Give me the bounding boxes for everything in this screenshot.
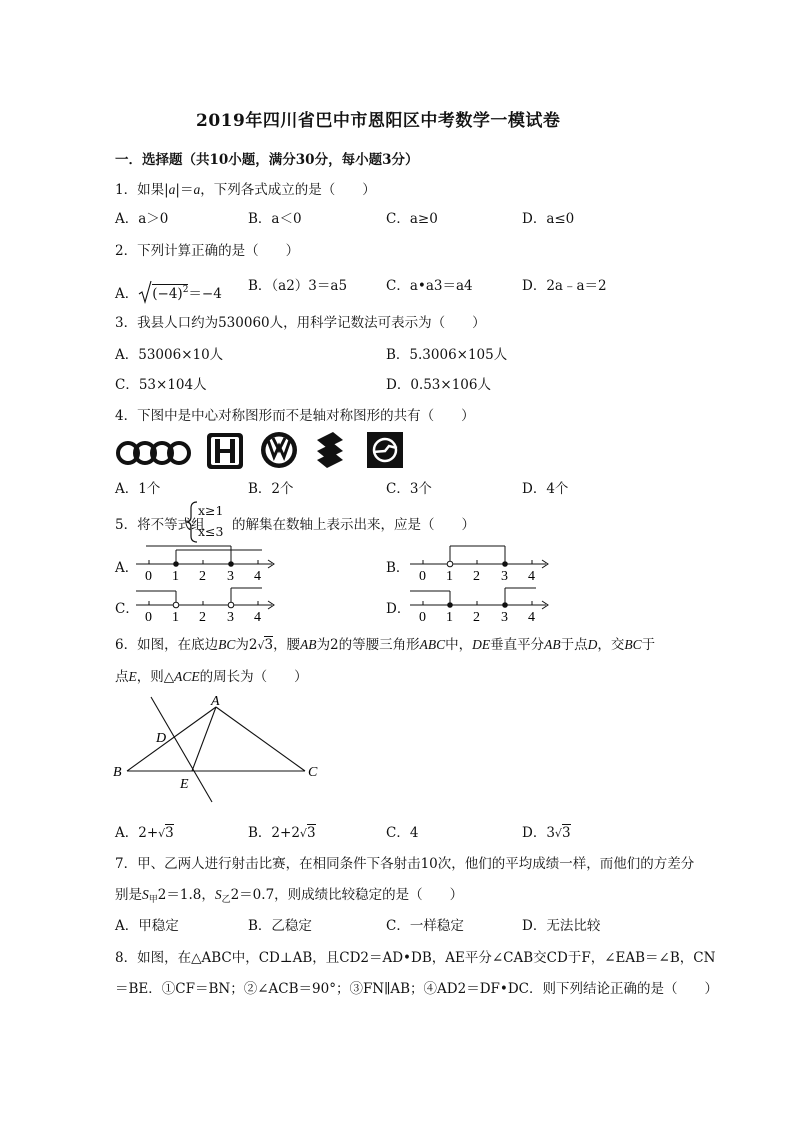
tick-label: 4 — [528, 610, 535, 625]
number-line-a — [134, 543, 279, 585]
tick-label: 4 — [254, 610, 261, 625]
q6-option-b: B．2+2√3 — [248, 825, 316, 841]
number-line-b — [408, 543, 553, 585]
q5-option-b-label: B． — [386, 560, 410, 576]
tick-label: 0 — [419, 569, 426, 584]
q1-option-d: D．a≤0 — [522, 211, 575, 227]
audi-logo-icon — [115, 436, 193, 470]
page-title: 2019年四川省巴中市恩阳区中考数学一模试卷 — [196, 111, 561, 131]
question-6-line-2: 点E，则△ACE的周长为（ ） — [115, 669, 308, 685]
question-1-stem: 1．如果|a|＝a，下列各式成立的是（ ） — [115, 182, 376, 198]
q2-option-b: B．（a2）3＝a5 — [248, 278, 348, 294]
question-8-line-1: 8．如图，在△ABC中，CD⊥AB，且CD2＝AD•DB，AE平分∠CAB交CD于F，∠EAB＝∠B，CN — [115, 950, 716, 966]
question-7-line-1: 7．甲、乙两人进行射击比赛，在相同条件下各射击10次，他们的平均成绩一样，而他们的方差分 — [115, 856, 695, 872]
q4-option-c: C．3个 — [386, 481, 432, 497]
tick-label: 1 — [446, 569, 453, 584]
q7-option-c: C．一样稳定 — [386, 918, 464, 934]
question-2-stem: 2．下列计算正确的是（ ） — [115, 243, 300, 259]
question-8-line-2: ＝BE．①CF＝BN；②∠ACB＝90°；③FN∥AB；④AD2＝DF•DC．则下列结论正确的是（ ） — [115, 981, 718, 997]
tick-label: 3 — [501, 610, 508, 625]
q4-option-a: A．1个 — [115, 481, 161, 497]
q4-option-b: B．2个 — [248, 481, 294, 497]
tick-label: 4 — [254, 569, 261, 584]
q6-option-d: D．3√3 — [522, 825, 571, 841]
inequality-1: x≥1 — [198, 503, 224, 518]
label-c: C — [308, 765, 318, 780]
q5-option-d-label: D． — [386, 601, 411, 617]
tick-label: 2 — [199, 569, 206, 584]
q6-option-c: C．4 — [386, 825, 419, 841]
q7-option-a: A．甲稳定 — [115, 918, 179, 934]
question-4-stem: 4．下图中是中心对称图形而不是轴对称图形的共有（ ） — [115, 408, 475, 424]
number-line-d — [408, 584, 553, 626]
tick-label: 2 — [473, 569, 480, 584]
label-b: B — [113, 765, 122, 780]
tick-label: 1 — [172, 569, 179, 584]
label-d: D — [156, 731, 167, 746]
brace-icon — [185, 500, 199, 544]
q3-option-d: D．0.53×106人 — [386, 377, 491, 393]
suzuki-logo-icon — [313, 431, 347, 469]
question-3-stem: 3．我县人口约为530060人，用科学记数法可表示为（ ） — [115, 315, 486, 331]
sqrt-sign-icon — [138, 280, 152, 304]
q3-option-c: C．53×104人 — [115, 377, 207, 393]
question-7-line-2: 别是$S_甲2=1.8$，$S_乙2=0.7$，则成绩比较稳定的是（ ） — [115, 887, 464, 905]
q2-option-c: C．a•a3＝a4 — [386, 278, 473, 294]
tick-label: 2 — [473, 610, 480, 625]
number-line-c — [134, 584, 279, 626]
inequality-2: x≤3 — [198, 524, 224, 539]
label-e: E — [180, 777, 189, 792]
q6-option-a: A．2+√3 — [115, 825, 174, 841]
q2-option-d: D．2a﹣a＝2 — [522, 278, 607, 294]
q1-option-a: A．a＞0 — [115, 211, 169, 227]
q7-option-b: B．乙稳定 — [248, 918, 312, 934]
question-5-stem-a: 5．将不等式组 — [115, 517, 205, 533]
question-5-stem-b: 的解集在数轴上表示出来，应是（ ） — [232, 517, 475, 533]
q1-option-b: B．a＜0 — [248, 211, 302, 227]
tick-label: 2 — [199, 610, 206, 625]
tick-label: 3 — [227, 569, 234, 584]
tick-label: 0 — [145, 569, 152, 584]
tick-label: 1 — [172, 610, 179, 625]
tick-label: 1 — [446, 610, 453, 625]
tick-label: 3 — [501, 569, 508, 584]
tick-label: 0 — [145, 610, 152, 625]
tick-label: 4 — [528, 569, 535, 584]
section-heading: 一．选择题（共10小题，满分30分，每小题3分） — [115, 152, 419, 168]
tick-label: 0 — [419, 610, 426, 625]
vw-logo-icon — [260, 431, 298, 469]
label-a: A — [211, 694, 220, 709]
tick-label: 3 — [227, 610, 234, 625]
honda-logo-icon — [206, 432, 244, 470]
q1-option-c: C．a≥0 — [386, 211, 438, 227]
q3-option-a: A．53006×10人 — [115, 347, 224, 363]
opel-logo-icon — [367, 432, 403, 468]
q7-option-d: D．无法比较 — [522, 918, 601, 934]
q2-option-a: A． $(-4)^2=-4$ — [115, 274, 222, 302]
q5-option-c-label: C． — [115, 601, 139, 617]
q5-option-a-label: A． — [115, 560, 139, 576]
triangle-figure — [108, 690, 328, 808]
q3-option-b: B．5.3006×105人 — [386, 347, 508, 363]
question-6-line-1: 6．如图，在底边BC为2√3，腰AB为2的等腰三角形ABC中，DE垂直平分AB于点D，交BC于 — [115, 637, 656, 653]
q4-option-d: D．4个 — [522, 481, 569, 497]
